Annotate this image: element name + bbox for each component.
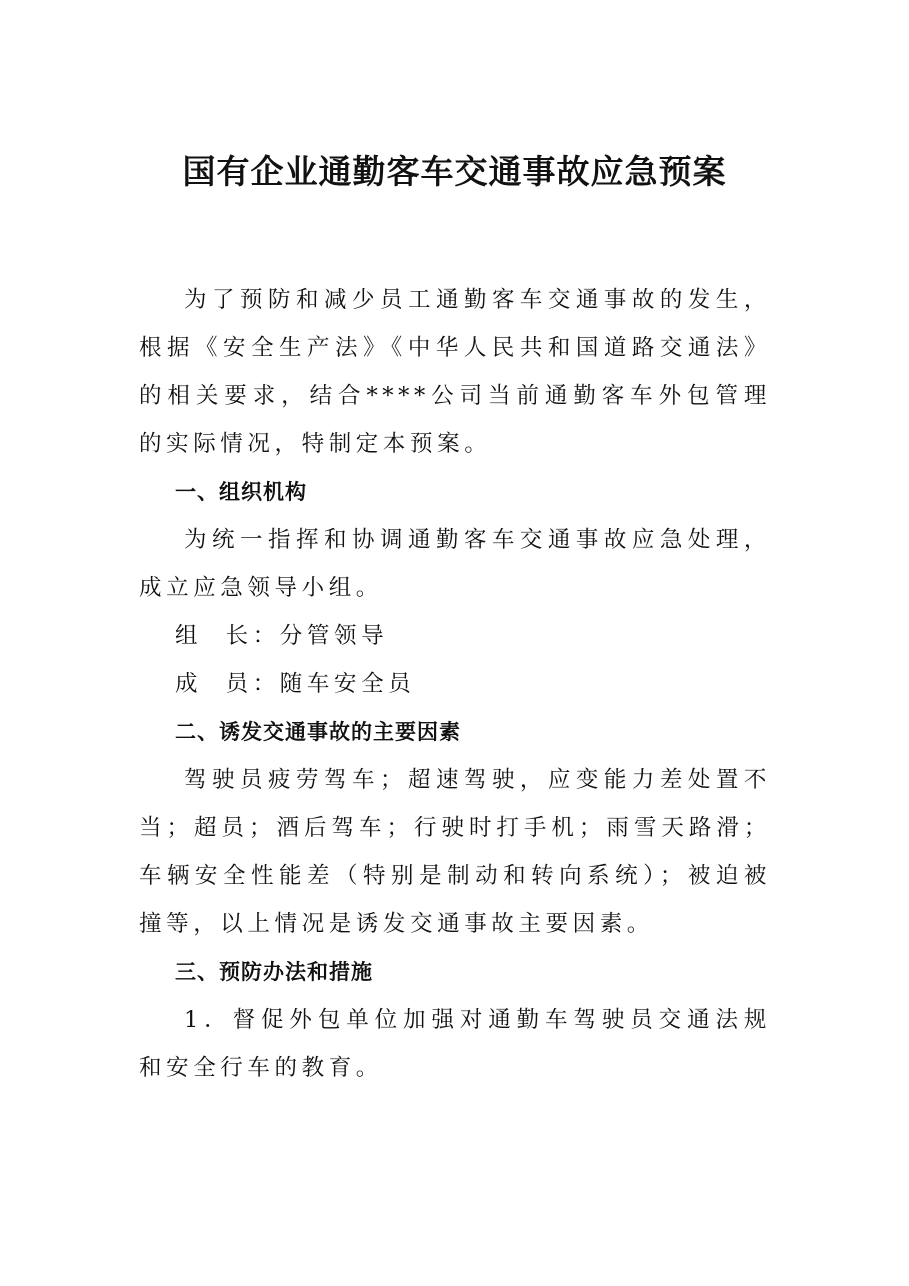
section-3-item-1: 1．督促外包单位加强对通勤车驾驶员交通法规和安全行车的教育。 — [139, 1007, 771, 1081]
intro-paragraph: 为了预防和减少员工通勤客车交通事故的发生，根据《安全生产法》《中华人民共和国道路交通法》的相关要求，结合****公司当前通勤客车外包管理的实际情况，特制定本预案。 — [139, 287, 771, 457]
section-1-leader: 组 长：分管领导 — [175, 623, 389, 649]
section-3-heading: 三、预防办法和措施 — [175, 960, 373, 984]
section-1-paragraph: 为统一指挥和协调通勤客车交通事故应急处理，成立应急领导小组。 — [139, 527, 771, 601]
document-title: 国有企业通勤客车交通事故应急预案 — [182, 152, 727, 191]
section-2-heading: 二、诱发交通事故的主要因素 — [175, 720, 461, 744]
section-1-heading: 一、组织机构 — [175, 480, 307, 504]
document-body — [139, 276, 771, 1092]
section-1-members: 成 员：随车安全员 — [175, 671, 416, 697]
section-2-paragraph: 驾驶员疲劳驾车；超速驾驶，应变能力差处置不当；超员；酒后驾车；行驶时打手机；雨雪天路滑；车辆安全性能差（特别是制动和转向系统）；被迫被撞等，以上情况是诱发交通事故主要因素。 — [139, 767, 771, 937]
